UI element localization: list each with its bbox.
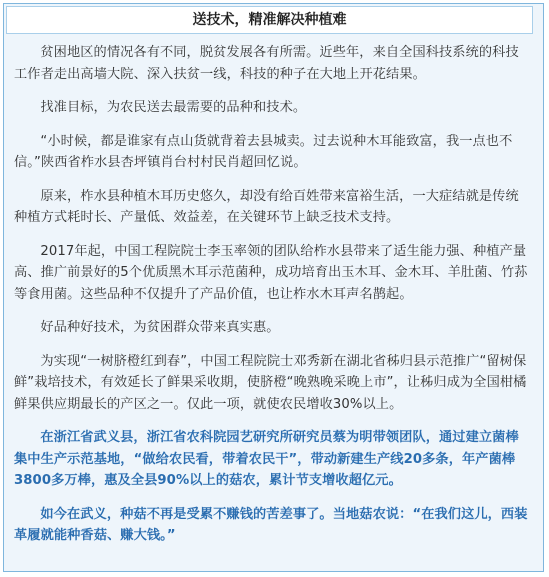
paragraph-2: 找准目标，为农民送去最需要的品种和技术。 — [40, 100, 307, 115]
paragraph-8-highlighted: 在浙江省武义县，浙江省农科院园艺研究所研究员蔡为明带领团队，通过建立菌棒集中生产示范基地，“做给农民看，带着农民干”，带动新建生产线20多条，年产菌棒3800多万棒，惠及全县90%以上的菇农，累计节支增收超亿元。 — [14, 430, 519, 488]
paragraph-3: “小时候，都是谁家有点山货就背着去县城卖。过去说种木耳能致富，我一点也不信。”陕西省柞水县杏坪镇肖台村村民肖超回忆说。 — [14, 133, 513, 170]
paragraph-7: 为实现“一树脐橙红到春”，中国工程院院士邓秀新在湖北省秭归县示范推广“留树保鲜”栽培技术，有效延长了鲜果采收期，使脐橙“晚熟晚采晚上市”，让秭归成为全国柑橘鲜果供应期最长的产区之一。仅此一项，就使农民增收30%以上。 — [14, 353, 527, 412]
paragraph-6: 好品种好技术，为贫困群众带来真实惠。 — [40, 320, 280, 335]
paragraph-5: 2017年起，中国工程院院士李玉率领的团队给柞水县带来了适生能力强、种植产量高、推广前景好的5个优质黑木耳示范菌种，成功培育出玉木耳、金木耳、羊肚菌、竹荪等食用菌。这些品种不仅提升了产品价值，也让柞水木耳声名鹊起。 — [14, 243, 528, 302]
article-body — [14, 42, 529, 559]
paragraph-9-highlighted: 如今在武义，种菇不再是受累不赚钱的苦差事了。当地菇农说：“在我们这儿，西装革履就能种香菇、赚大钱。” — [14, 506, 528, 543]
paragraph-4: 原来，柞水县种植木耳历史悠久，却没有给百姓带来富裕生活，一大症结就是传统种植方式耗时长、产量低、效益差，在关键环节上缺乏技术支持。 — [14, 188, 519, 225]
paragraph-1: 贫困地区的情况各有不同，脱贫发展各有所需。近些年，来自全国科技系统的科技工作者走出高墙大院、深入扶贫一线，科技的种子在大地上开花结果。 — [14, 45, 519, 82]
article-title: 送技术，精准解决种植难 — [6, 6, 533, 34]
